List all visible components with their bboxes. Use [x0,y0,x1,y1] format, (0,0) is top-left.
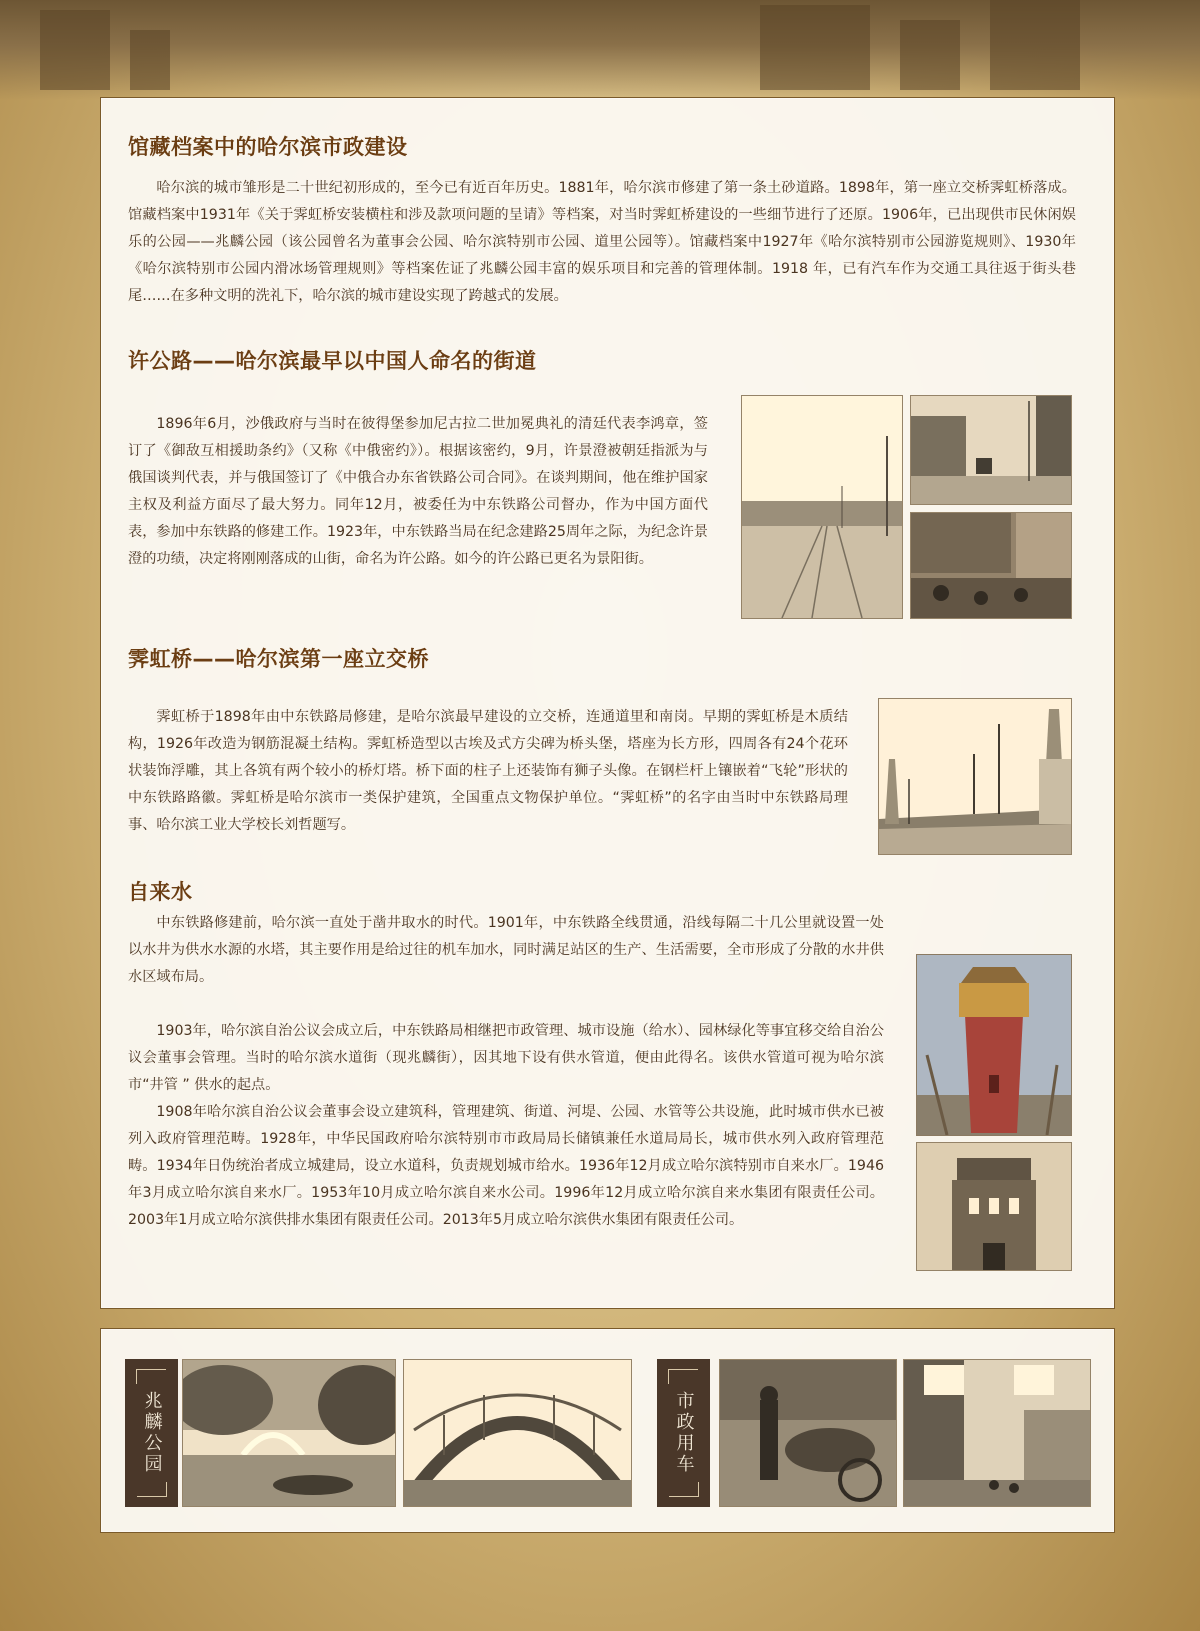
section-text-jihong-bridge: 霁虹桥于1898年由中东铁路局修建，是哈尔滨最早建设的立交桥，连通道里和南岗。早期的霁虹桥是木质结构，1926年改造为钢筋混凝土结构。霁虹桥造型以古埃及式方尖碑为桥头堡，塔座为长方形，四周各有24个花环状装饰浮雕，其上各筑有两个较小的桥灯塔。桥下面的柱子上还装饰有狮子头像。在钢栏杆上镶嵌着“飞轮”形状的中东铁路路徽。霁虹桥是哈尔滨市一类保护建筑，全国重点文物保护单位。“霁虹桥”的名字由当时中东铁路局理事、哈尔滨工业大学校长刘哲题写。 [128,709,848,833]
section-text-tap-water-1: 中东铁路修建前，哈尔滨一直处于凿井取水的时代。1901年，中东铁路全线贯通，沿线每隔二十几公里就设置一处以水井为供水水源的水塔，其主要作用是给过往的机车加水，同时满足站区的生产、生活需要，全市形成了分散的水井供水区域布局。 [128,915,884,985]
photo-street-tracks [741,395,903,619]
photo-park-arch-bridge [403,1359,632,1507]
photo-park-lake-bridge [182,1359,396,1507]
section-title-municipal: 馆藏档案中的哈尔滨市政建设 [128,135,408,159]
photo-jihong-bridge [878,698,1072,855]
photo-street-tram [910,395,1072,505]
main-content-panel [100,97,1115,1309]
section-title-xugong-road: 许公路——哈尔滨最早以中国人命名的街道 [128,349,537,373]
photo-busy-street [903,1359,1091,1507]
label-zhaolin-park [125,1359,178,1507]
section-text-tap-water-2: 1903年，哈尔滨自治公议会成立后，中东铁路局相继把市政管理、城市设施（给水）、园林绿化等事宜移交给自治公议会董事会管理。当时的哈尔滨水道街（现兆麟街），因其地下设有供水管道，便由此得名。该供水管道可视为哈尔滨市“井管 ” 供水的起点。 [128,1023,884,1093]
photo-street-crowd [910,512,1072,619]
gallery-panel [100,1328,1115,1533]
section-text-tap-water-3: 1908年哈尔滨自治公议会董事会设立建筑科，管理建筑、街道、河堤、公园、水管等公共设施，此时城市供水已被列入政府管理范畴。1928年，中华民国政府哈尔滨特别市市政局局长储镇兼任水道局局长，城市供水列入政府管理范畴。1934年日伪统治者成立城建局，设立水道科，负责规划城市给水。1936年12月成立哈尔滨特别市自来水厂。1946年3月成立哈尔滨自来水厂。1953年10月成立哈尔滨自来水公司。1996年12月成立哈尔滨自来水集团有限责任公司。2003年1月成立哈尔滨供排水集团有限责任公司。2013年5月成立哈尔滨供水集团有限责任公司。 [128,1104,884,1228]
section-title-jihong-bridge: 霁虹桥——哈尔滨第一座立交桥 [128,647,429,671]
label-municipal-vehicles-text: 市政用车 [673,1391,695,1475]
label-zhaolin-park-text: 兆麟公园 [141,1391,163,1475]
background-header-photo [0,0,1200,100]
section-text-xugong-road: 1896年6月，沙俄政府与当时在彼得堡参加尼古拉二世加冕典礼的清廷代表李鸿章，签订了《御敌互相援助条约》（又称《中俄密约》）。根据该密约，9月，许景澄被朝廷指派为与俄国谈判代表，并与俄国签订了《中俄合办东省铁路公司合同》。在谈判期间，他在维护国家主权及利益方面尽了最大努力。同年12月，被委任为中东铁路公司督办，作为中国方面代表，参加中东铁路的修建工作。1923年，中东铁路当局在纪念建路25周年之际，为纪念许景澄的功绩，决定将刚刚落成的山街，命名为许公路。如今的许公路已更名为景阳街。 [128,416,708,567]
photo-old-water-tower [916,1142,1072,1271]
section-title-tap-water: 自来水 [128,880,193,904]
section-text-municipal: 哈尔滨的城市雏形是二十世纪初形成的，至今已有近百年历史。1881年，哈尔滨市修建了第一条土砂道路。1898年，第一座立交桥霁虹桥落成。馆藏档案中1931年《关于霁虹桥安装横柱和涉及款项问题的呈请》等档案，对当时霁虹桥建设的一些细节进行了还原。1906年，已出现供市民休闲娱乐的公园——兆麟公园（该公园曾名为董事会公园、哈尔滨特别市公园、道里公园等）。馆藏档案中1927年《哈尔滨特别市公园游览规则》、1930年《哈尔滨特别市公园内滑冰场管理规则》等档案佐证了兆麟公园丰富的娱乐项目和完善的管理体制。1918 年，已有汽车作为交通工具往返于街头巷尾……在多种文明的洗礼下，哈尔滨的城市建设实现了跨越式的发展。 [128,180,1076,304]
label-municipal-vehicles [657,1359,710,1507]
photo-red-water-tower [916,954,1072,1136]
photo-water-cart [719,1359,897,1507]
